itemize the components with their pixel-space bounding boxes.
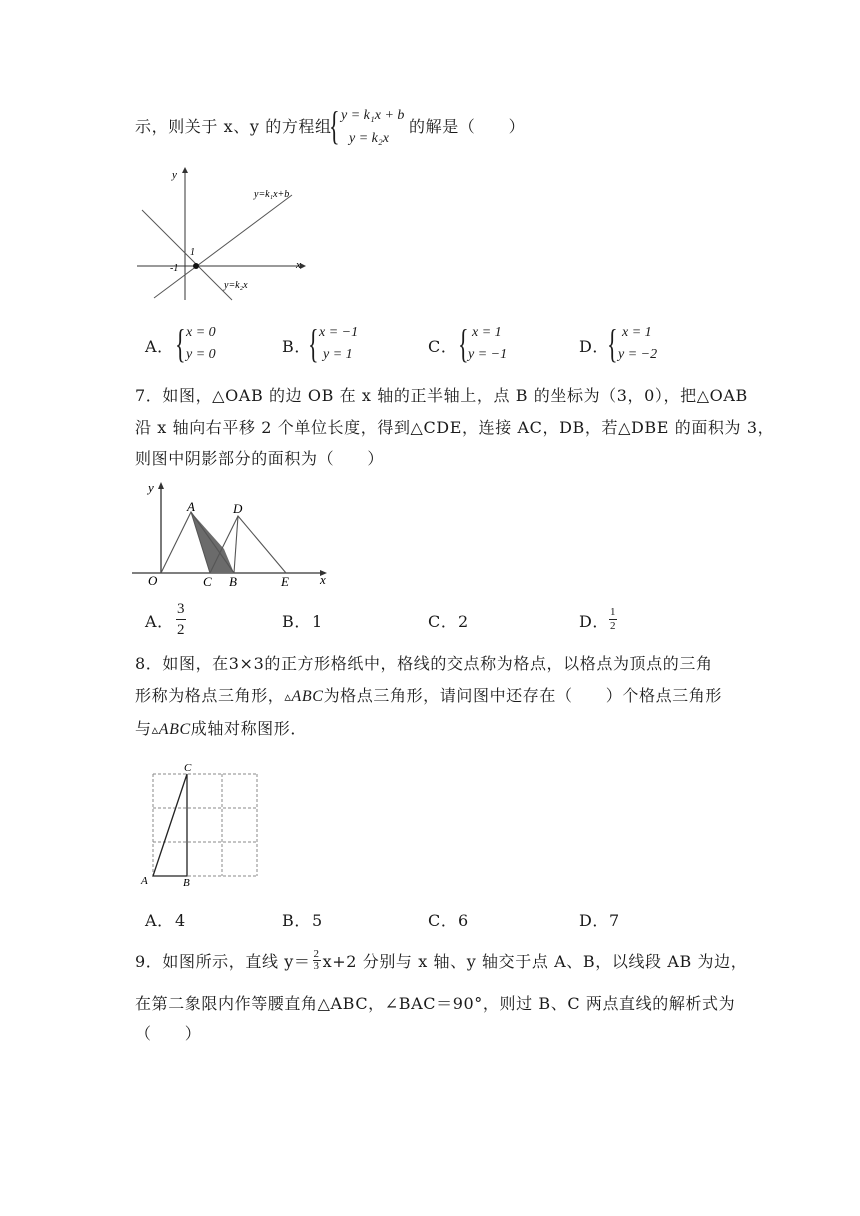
- q9-fraction: [313, 949, 321, 972]
- q6-tick-neg1: -1: [170, 263, 179, 274]
- q6-option-c[interactable]: C． { x = 1 y = −1: [428, 321, 508, 366]
- q8-option-b-value: 5: [312, 911, 323, 930]
- q6-option-b[interactable]: B． { x = −1 y = 1: [282, 321, 359, 366]
- q7-option-b-value: 1: [312, 612, 323, 631]
- q6-option-a[interactable]: A． { x = 0 y = 0: [145, 321, 216, 366]
- q9-fraction-num: 2: [313, 948, 320, 960]
- q7-option-d-fraction: [609, 607, 617, 632]
- q9-line1-a: 9．如图所示，直线 y＝: [135, 952, 311, 971]
- q8-triangle-abc: [153, 774, 187, 876]
- q6-intersection-point: [193, 263, 199, 269]
- q8-line3-a: 与: [135, 719, 152, 738]
- q7-option-a-den: 2: [177, 622, 185, 638]
- q8-option-c-letter: C．: [428, 911, 458, 930]
- q8-label-c: C: [184, 762, 192, 774]
- q6-line-k1: [154, 195, 292, 298]
- q6-stem-after: 的解是（ ）: [409, 117, 526, 136]
- q6-option-b-letter: B．: [282, 337, 311, 356]
- q7-label-o: O: [148, 573, 158, 588]
- q8-line2: [135, 686, 722, 707]
- q7-label-y: y: [148, 480, 154, 495]
- q6-option-c-top: x = 1: [472, 325, 502, 340]
- q6-option-b-bottom: y = 1: [323, 347, 353, 362]
- q8-option-d[interactable]: [579, 911, 699, 933]
- q8-option-a-value: 4: [175, 911, 186, 930]
- q9-fraction-den: 3: [313, 960, 320, 972]
- q7-line3: 则图中阴影部分的面积为（ ）: [135, 449, 385, 468]
- q6-tick-1: 1: [190, 247, 195, 258]
- q8-triangle-name-1: ABC: [291, 688, 324, 705]
- q7-label-c: C: [203, 574, 212, 588]
- q6-option-a-top: x = 0: [186, 325, 216, 340]
- q7-label-d: D: [233, 501, 243, 516]
- q8-option-b-letter: B．: [282, 911, 311, 930]
- q6-option-d-top: x = 1: [622, 325, 652, 340]
- q6-option-a-letter: A．: [145, 337, 174, 356]
- q8-line3-b: 成轴对称图形．: [190, 719, 307, 738]
- q8-option-b[interactable]: [282, 911, 402, 933]
- q8-label-b: B: [183, 877, 190, 889]
- q8-line3: [135, 719, 307, 740]
- q7-label-e: E: [281, 574, 289, 588]
- q7-option-a-num: 3: [176, 602, 186, 620]
- q8-option-d-letter: D．: [579, 911, 610, 930]
- q6-line2-label: y=k₂x: [224, 280, 248, 291]
- q6-option-d[interactable]: D． { x = 1 y = −2: [579, 321, 658, 366]
- q6-label-y: y: [172, 169, 177, 181]
- q7-option-c-value: 2: [458, 612, 469, 631]
- q7-option-d-letter: D．: [579, 612, 610, 631]
- q7-line1: 7．如图，△OAB 的边 OB 在 x 轴的正半轴上，点 B 的坐标为（3，0），把△OAB: [135, 386, 748, 405]
- q8-triangle-symbol-2: ▵: [151, 722, 159, 737]
- q7-option-a-letter: A．: [145, 612, 174, 631]
- q7-option-d-num: 1: [610, 606, 616, 618]
- q7-segment-db: [234, 516, 238, 573]
- q6-eq2: y = k₂x: [349, 131, 389, 146]
- q7-label-x: x: [320, 572, 326, 587]
- q7-option-c[interactable]: [428, 602, 548, 640]
- q8-triangle-symbol-1: ▵: [284, 689, 292, 704]
- q8-figure: [138, 760, 268, 890]
- q7-label-a: A: [187, 499, 195, 514]
- q7-label-b: B: [229, 574, 237, 588]
- q9-line3: （ ）: [135, 1024, 202, 1043]
- q7-option-b[interactable]: [282, 602, 402, 640]
- q8-label-a: A: [141, 875, 148, 887]
- q6-equation-system: { y = k₁x + b y = k₂x: [329, 103, 405, 148]
- q8-option-c[interactable]: [428, 911, 548, 933]
- q9-line1-b: x+2 分别与 x 轴、y 轴交于点 A、B，以线段 AB 为边，: [322, 952, 748, 971]
- q6-option-d-bottom: y = −2: [618, 347, 658, 362]
- q9-line1: [135, 948, 748, 985]
- q6-option-b-top: x = −1: [319, 325, 359, 340]
- q7-option-a[interactable]: [145, 602, 265, 640]
- q6-option-c-letter: C．: [428, 337, 458, 356]
- q8-line1: 8．如图，在3×3的正方形格纸中，格线的交点称为格点，以格点为顶点的三角: [135, 654, 713, 673]
- q8-triangle-name-2: ABC: [158, 721, 191, 738]
- q6-stem-before: 示，则关于 x、y 的方程组: [135, 117, 332, 136]
- q7-option-b-letter: B．: [282, 612, 311, 631]
- q6-y-arrow: [182, 167, 188, 173]
- q7-option-d[interactable]: [579, 602, 699, 640]
- q6-line-k2: [142, 210, 232, 300]
- q7-line2: 沿 x 轴向右平移 2 个单位长度，得到△CDE，连接 AC，DB，若△DBE 的面积为 3，: [135, 418, 775, 437]
- q8-option-c-value: 6: [458, 911, 469, 930]
- q7-option-c-letter: C．: [428, 612, 458, 631]
- q6-label-x: x: [296, 259, 301, 271]
- q7-option-d-den: 2: [610, 620, 616, 632]
- q6-option-c-bottom: y = −1: [468, 347, 508, 362]
- q7-option-a-fraction: [176, 602, 186, 638]
- q6-option-a-bottom: y = 0: [186, 347, 216, 362]
- q8-line2-b: 为格点三角形，请问图中还存在（ ）个格点三角形: [323, 686, 722, 705]
- q8-option-a-letter: A．: [145, 911, 174, 930]
- q8-grid: [153, 774, 257, 876]
- q8-option-a[interactable]: [145, 911, 265, 933]
- q8-option-d-value: 7: [609, 911, 620, 930]
- q6-line1-label: y=k₁x+b: [254, 189, 290, 200]
- q9-line2: 在第二象限内作等腰直角△ABC，∠BAC＝90°，则过 B、C 两点直线的解析式为: [135, 994, 736, 1013]
- q7-figure: [128, 476, 338, 588]
- q6-eq1: y = k₁x + b: [341, 108, 405, 123]
- q6-option-d-letter: D．: [579, 337, 610, 356]
- q8-line2-a: 形称为格点三角形，: [135, 686, 285, 705]
- q6-x-arrow: [300, 263, 306, 269]
- q6-figure: [132, 160, 312, 310]
